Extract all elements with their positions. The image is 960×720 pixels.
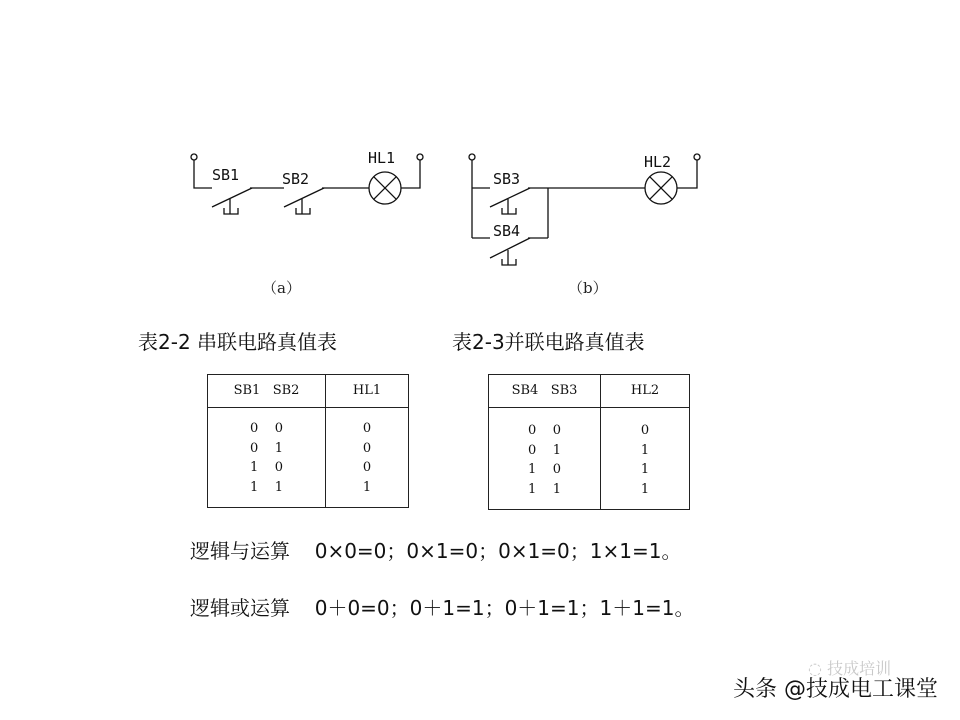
label-sb3: SB3 [493,170,521,188]
terminal-right-a [417,154,423,160]
table-parallel-header-inputs: SB4 SB3 [511,383,578,398]
table-row: 0 0 [249,421,284,436]
terminal-left-b [469,154,475,160]
table-row: 1 0 [249,460,284,475]
logic-and-expression: 0×0=0；0×1=0；0×1=0；1×1=1。 [314,539,682,563]
table-row: 1 0 [527,462,562,477]
label-sb4: SB4 [493,222,521,240]
table-series-output-column [325,419,409,497]
lamp-hl1 [369,172,401,204]
switch-sb3 [490,188,530,214]
table-parallel-output-column [600,421,690,499]
table-row: 0 0 [527,423,562,438]
table-row: 1 1 [527,481,562,497]
wechat-icon: ◌ [808,659,822,678]
table-row: 0 1 [249,440,284,456]
table-cell: 0 [640,423,650,438]
logic-and-line [190,535,681,564]
table-parallel-input-column [489,421,600,499]
label-hl1: HL1 [368,149,396,167]
label-sb2: SB2 [282,170,310,188]
table-row: 1 1 [249,479,284,495]
truth-table-series [207,374,409,508]
watermark: 头条 @技成电工课堂 [733,677,938,702]
table-series-header-output: HL1 [352,383,382,398]
caption-a: （a） [262,279,301,297]
table-series-title: 表2-2 串联电路真值表 [138,330,338,354]
switch-sb2 [284,188,324,214]
table-cell: 1 [640,481,650,497]
table-row: 0 1 [527,442,562,458]
logic-or-line [190,592,694,621]
logic-and-label: 逻辑与运算 [190,539,290,563]
table-cell: 1 [640,442,650,458]
table-parallel-header-output: HL2 [630,383,660,398]
table-parallel-title: 表2-3并联电路真值表 [452,330,645,354]
lamp-hl2 [645,172,677,204]
table-series-input-column [208,419,325,497]
logic-or-label: 逻辑或运算 [190,596,290,620]
table-cell: 1 [640,462,650,477]
label-sb1: SB1 [212,166,240,184]
terminal-left-a [191,154,197,160]
label-hl2: HL2 [644,153,672,171]
table-cell: 1 [362,479,372,495]
caption-b: （b） [568,279,608,297]
terminal-right-b [694,154,700,160]
table-cell: 0 [362,421,372,436]
table-cell: 0 [362,460,372,475]
truth-table-parallel [488,374,690,510]
circuit-diagrams [0,0,960,320]
switch-sb4 [490,238,530,265]
watermark-faint: ◌ 技成培训 [808,659,892,678]
table-series-header-inputs: SB1 SB2 [233,383,300,398]
switch-sb1 [212,188,252,214]
table-cell: 0 [362,440,372,456]
logic-or-expression: 0＋0=0；0＋1=1；0＋1=1；1＋1=1。 [314,596,695,620]
